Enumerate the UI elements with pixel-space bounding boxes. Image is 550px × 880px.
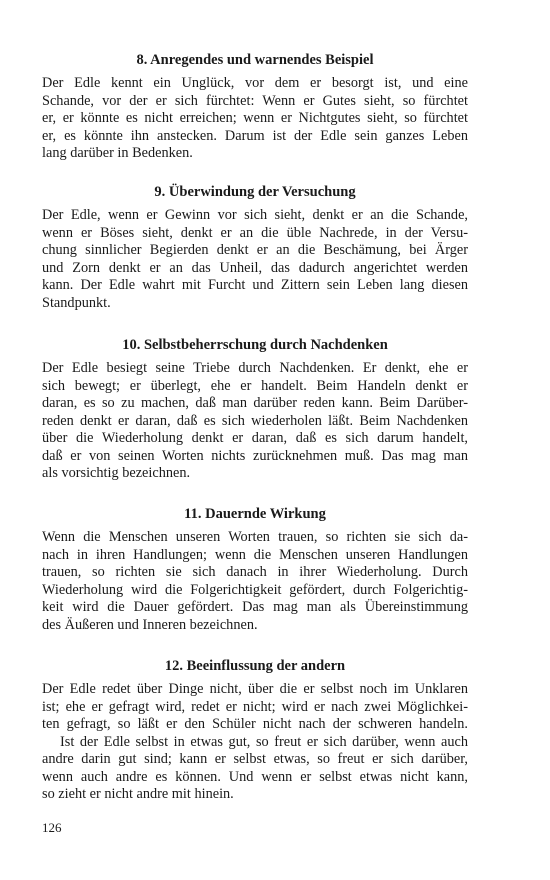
section-heading: 8. Anregendes und warnendes Beispiel xyxy=(136,52,374,68)
section-paragraph xyxy=(42,360,468,483)
section-paragraph xyxy=(42,207,468,312)
text-line: trauen, so richten sie sich danach in ihrer Wiederholung. Durch xyxy=(42,564,468,580)
text-line: über die Wiederholung denkt er daran, daß es sich darum handelt, xyxy=(42,430,468,446)
text-line: sich bewegt; er überlegt, ehe er handelt. Beim Handeln denkt er xyxy=(42,377,468,394)
text-line: kann. Der Edle wahrt mit Furcht und Zittern sein Leben lang diesen xyxy=(42,277,468,293)
text-line: Wiederholung wird die Folgerichtigkeit gefördert, durch Folgerichtig- xyxy=(42,581,468,598)
text-line: Der Edle redet über Dinge nicht, über die er selbst noch im Unklaren xyxy=(42,681,468,697)
text-line: des Äußeren und Inneren bezeichnen. xyxy=(42,616,258,633)
section-paragraph xyxy=(42,529,468,634)
page-number: 126 xyxy=(42,820,62,835)
section-heading: 10. Selbstbeherrschung durch Nachdenken xyxy=(122,337,388,353)
text-line: ist; ehe er gefragt wird, redet er nicht; wird er nach zwei Möglichkei- xyxy=(42,698,468,715)
text-line: andre darin gut sind; kann er selbst etwas, so freut er sich darüber, xyxy=(42,751,468,767)
text-line: Ist der Edle selbst in etwas gut, so freut er sich darüber, wenn auch xyxy=(60,733,468,750)
text-line: nach in ihren Handlungen; wenn die Menschen unseren Handlungen xyxy=(42,546,468,563)
text-line: ten gefragt, so läßt er den Schüler nicht nach der schweren handeln. xyxy=(42,716,468,732)
text-line: Der Edle, wenn er Gewinn vor sich sieht, denkt er an die Schande, xyxy=(42,207,468,223)
section-paragraph xyxy=(42,681,468,804)
text-line: lang darüber in Bedenken. xyxy=(42,145,193,161)
text-line: Standpunkt. xyxy=(42,294,111,311)
text-line: Wenn die Menschen unseren Worten trauen, so richten sie sich da- xyxy=(42,529,468,545)
text-line: reden denkt er daran, daß es sich wiederholen läßt. Beim Nachdenken xyxy=(42,412,468,429)
text-line: so zieht er nicht andre mit hinein. xyxy=(42,786,234,802)
section-heading: 9. Überwindung der Versuchung xyxy=(154,184,356,200)
text-line: daran, es so zu machen, daß man darüber reden kann. Beim Darüber- xyxy=(42,395,468,411)
text-line: keit wird die Dauer gefördert. Das mag man als Übereinstimmung xyxy=(42,599,468,615)
text-line: Der Edle kennt ein Unglück, vor dem er besorgt ist, und eine xyxy=(42,75,468,91)
section-paragraph xyxy=(42,75,468,163)
text-line: daß er von seinen Worten nichts zurücknehmen muß. Das mag man xyxy=(42,447,468,464)
text-line: er, es könnte ihn anstecken. Darum ist der Edle sein ganzes Leben xyxy=(42,127,468,144)
text-line: er, er könnte es nicht erreichen; wenn er Nichtgutes sieht, so fürchtet xyxy=(42,110,468,126)
text-line: wenn er Böses sieht, denkt er an die üble Nachrede, in der Versu- xyxy=(42,224,468,241)
text-line: Der Edle besiegt seine Triebe durch Nachdenken. Er denkt, ehe er xyxy=(42,360,468,376)
text-line: Schande, vor der er sich fürchtet: Wenn er Gutes sieht, so fürchtet xyxy=(42,92,468,109)
section-heading: 11. Dauernde Wirkung xyxy=(184,506,326,522)
text-line: wenn auch andre es können. Und wenn er selbst etwas nicht kann, xyxy=(42,768,468,785)
text-line: chung sinnlicher Begierden denkt er an die Beschämung, bei Ärger xyxy=(42,242,468,258)
section-heading: 12. Beeinflussung der andern xyxy=(164,658,346,674)
text-line: als vorsichtig bezeichnen. xyxy=(42,465,191,481)
text-line: und Zorn denkt er an das Unheil, das dadurch angerichtet werden xyxy=(42,259,468,276)
